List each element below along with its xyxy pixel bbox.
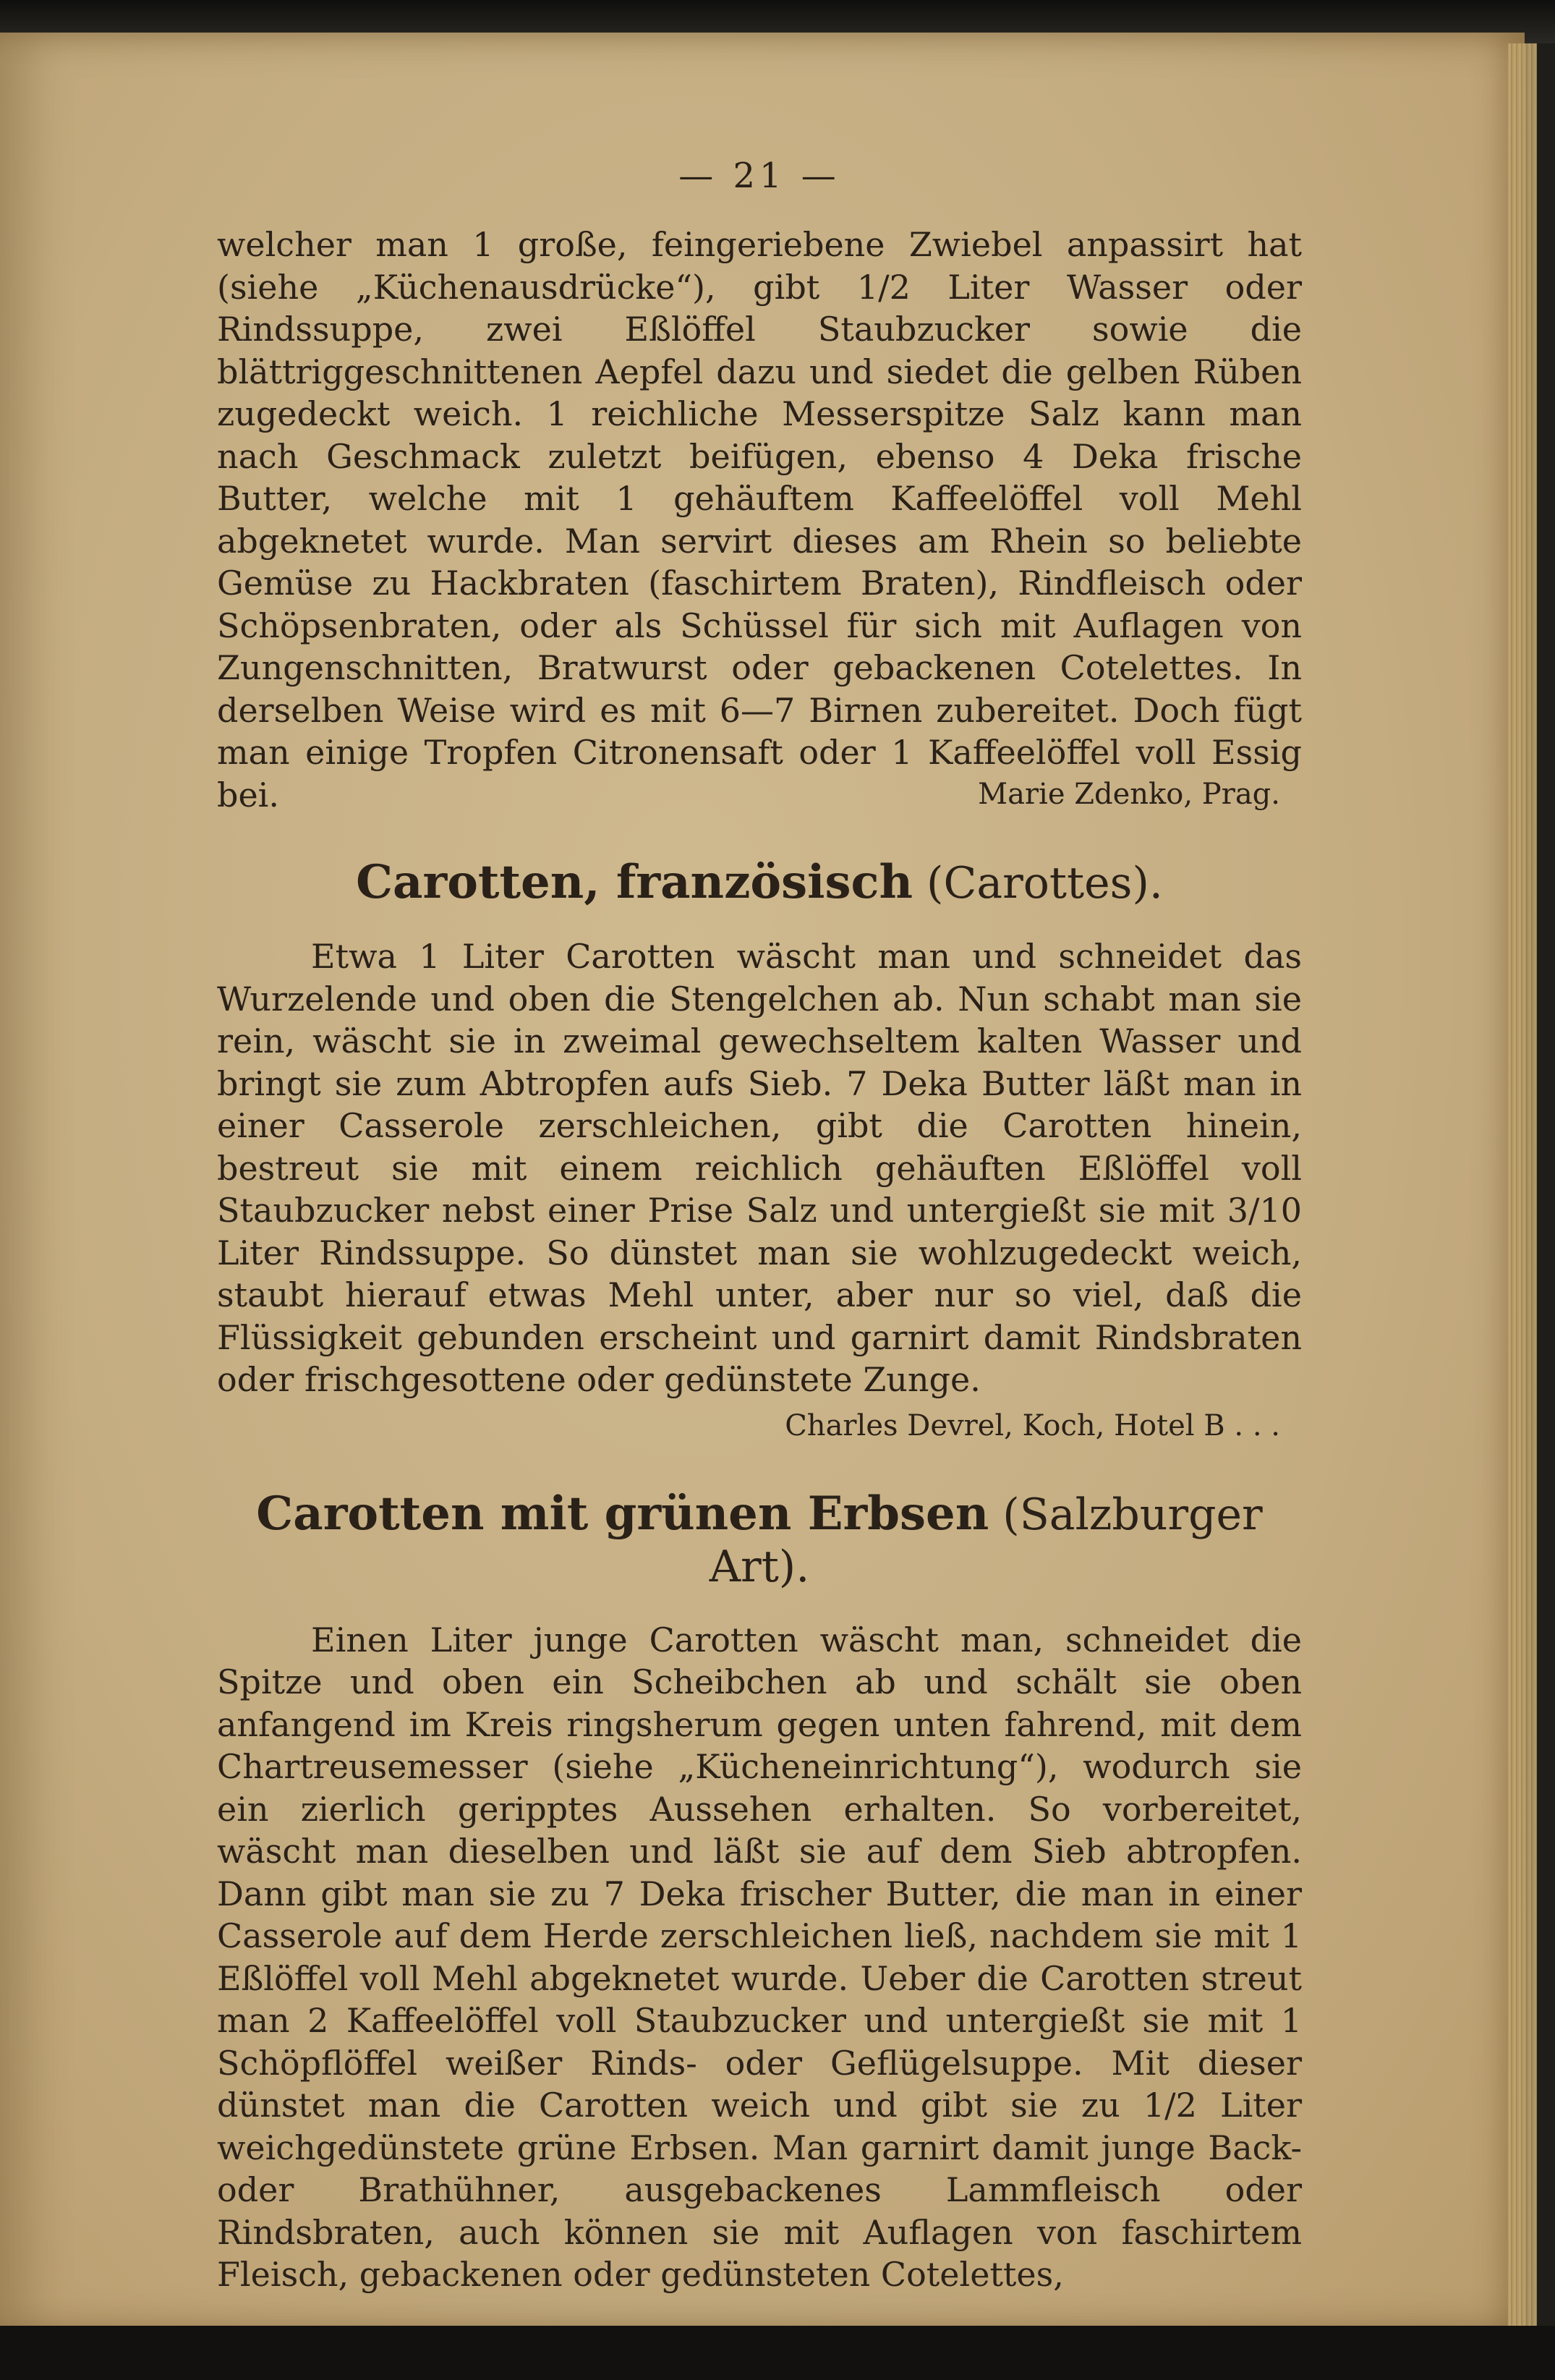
intro-paragraph: welcher man 1 große, feingeriebene Zwiebel anpassirt hat (siehe „Küchenausdrücke“), gibt 1/2 Liter Wasser oder Rindssuppe, zwei Eßlöffel Staubzucker sowie die blättriggeschnittenen Aepfel dazu und siedet die gelben Rüben zugedeckt weich. 1 reichliche Messerspitze Salz kann man nach Geschmack zuletzt beifügen, ebenso 4 Deka frische Butter, welche mit 1 gehäuftem Kaffeelöffel voll Mehl abgeknetet wurde. Man servirt dieses am Rhein so beliebte Gemüse zu Hackbraten (faschirtem Braten), Rindfleisch oder Schöpsenbraten, oder als Schüssel für sich mit Auflagen von Zungenschnitten, Bratwurst oder gebackenen Cotelettes. In derselben Weise wird es mit 6—7 Birnen zubereitet. Doch fügt man einige Tropfen Citronensaft oder 1 Kaffeelöffel voll Essig bei. bbox=[217, 225, 1302, 815]
recipe-title-subtitle: (Salzburger Art). bbox=[709, 1489, 1263, 1592]
recipe-title-carotten-franzoesisch bbox=[217, 857, 1302, 909]
scan-backdrop-bottom bbox=[0, 2326, 1555, 2380]
recipe-title-main: Carotten mit grünen Erbsen bbox=[256, 1486, 989, 1541]
recipe-body-carotten-erbsen: Einen Liter junge Carotten wäscht man, schneidet die Spitze und oben ein Scheibchen ab und schält sie oben anfangend im Kreis ringsherum gegen unten fahrend, mit dem Chartreusemesser (siehe „Kücheneinrichtung“), wodurch sie ein zierlich geripptes Aussehen erhalten. So vorbereitet, wäscht man dieselben und läßt sie auf dem Sieb abtropfen. Dann gibt man sie zu 7 Deka frischer Butter, die man in einer Casserole auf dem Herde zerschleichen ließ, nachdem sie mit 1 Eßlöffel voll Mehl abgeknetet wurde. Ueber die Carotten streut man 2 Kaffeelöffel voll Staubzucker und untergießt sie mit 1 Schöpflöffel weißer Rinds- oder Geflügelsuppe. Mit dieser dünstet man die Carotten weich und gibt sie zu 1/2 Liter weichgedünstete grüne Erbsen. Man garnirt damit junge Back- oder Brathühner, ausgebackenes Lammfleisch oder Rindsbraten, auch können sie mit Auflagen von faschirtem Fleisch, gebackenen oder gedünsteten Cotelettes, bbox=[217, 1620, 1302, 2294]
intro-signature: Marie Zdenko, Prag. bbox=[978, 778, 1280, 811]
recipe-signature-carotten-franzoesisch: Charles Devrel, Koch, Hotel B . . . bbox=[785, 1408, 1280, 1442]
page-text-block bbox=[217, 156, 1302, 2296]
recipe-title-carotten-erbsen bbox=[217, 1488, 1302, 1593]
recipe-title-main: Carotten, französisch bbox=[356, 855, 913, 909]
recipe-body-carotten-franzoesisch: Etwa 1 Liter Carotten wäscht man und schneidet das Wurzelende und oben die Stengelchen ab. Nun schabt man sie rein, wäscht sie in zweimal gewechseltem kalten Wasser und bringt sie zum Abtropfen aufs Sieb. 7 Deka Butter läßt man in einer Casserole zerschleichen, gibt die Carotten hinein, bestreut sie mit einem reichlich gehäuften Eßlöffel voll Staubzucker nebst einer Prise Salz und untergießt sie mit 3/10 Liter Rindssuppe. So dünstet man sie wohlzugedeckt weich, staubt hierauf etwas Mehl unter, aber nur so viel, daß die Flüssigkeit gebunden erscheint und garnirt damit Rindsbraten oder frischgesottene oder gedünstete Zunge. bbox=[217, 937, 1302, 1399]
page-number: — 21 — bbox=[678, 156, 840, 196]
recipe-title-subtitle: (Carottes). bbox=[912, 858, 1163, 909]
page-fore-edge bbox=[1508, 43, 1537, 2329]
